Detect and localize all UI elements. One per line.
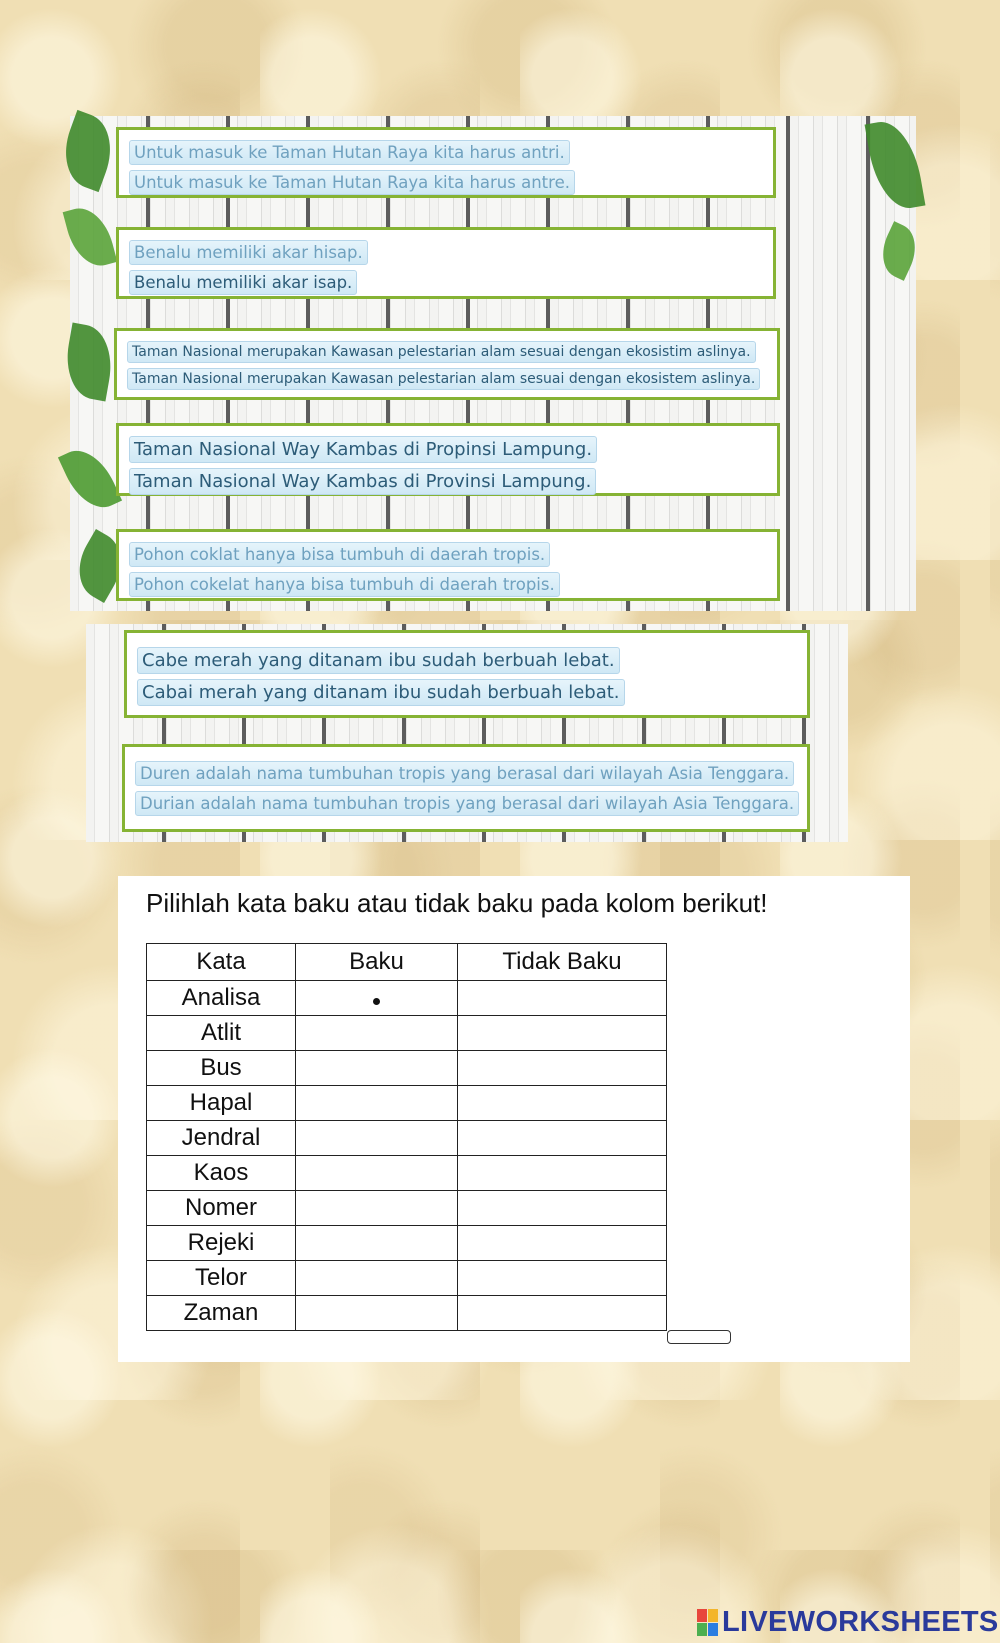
baku-choice-cell[interactable]	[296, 1016, 458, 1051]
question-box-4	[116, 423, 780, 496]
header-tidak-baku: Tidak Baku	[458, 944, 667, 981]
exercise-title: Pilihlah kata baku atau tidak baku pada kolom berikut!	[146, 888, 768, 918]
baku-choice-cell[interactable]	[296, 1156, 458, 1191]
tidak-baku-choice-cell[interactable]	[458, 981, 667, 1016]
tidak-baku-choice-cell[interactable]	[458, 1086, 667, 1121]
table-row	[147, 1261, 667, 1296]
word-cell: Rejeki	[147, 1226, 296, 1261]
check-answer-box[interactable]	[667, 1330, 731, 1344]
question-box-1	[116, 127, 776, 198]
leaf-decoration	[63, 202, 118, 272]
tidak-baku-choice-cell[interactable]	[458, 1191, 667, 1226]
answer-option[interactable]: Pohon cokelat hanya bisa tumbuh di daerah tropis.	[129, 572, 560, 597]
baku-choice-cell[interactable]	[296, 1191, 458, 1226]
baku-choice-cell[interactable]	[296, 1261, 458, 1296]
question-box-3	[114, 328, 780, 400]
word-cell: Jendral	[147, 1121, 296, 1156]
table-row	[147, 1156, 667, 1191]
word-cell: Hapal	[147, 1086, 296, 1121]
brand-name: LIVEWORKSHEETS	[722, 1605, 999, 1638]
leaf-decoration	[865, 117, 926, 214]
baku-choice-cell[interactable]	[296, 981, 458, 1016]
word-classification-exercise	[118, 876, 910, 1362]
baku-choice-cell[interactable]	[296, 1226, 458, 1261]
tidak-baku-choice-cell[interactable]	[458, 1156, 667, 1191]
tidak-baku-choice-cell[interactable]	[458, 1261, 667, 1296]
table-header-row	[147, 944, 667, 981]
liveworksheets-brand	[697, 1606, 999, 1638]
word-cell: Analisa	[147, 981, 296, 1016]
table-row	[147, 1296, 667, 1331]
word-cell: Atlit	[147, 1016, 296, 1051]
header-kata: Kata	[147, 944, 296, 981]
question-box-6	[124, 630, 810, 718]
table-row	[147, 1226, 667, 1261]
answer-option[interactable]: Duren adalah nama tumbuhan tropis yang berasal dari wilayah Asia Tenggara.	[135, 761, 794, 786]
word-cell: Nomer	[147, 1191, 296, 1226]
answer-option[interactable]: Taman Nasional Way Kambas di Provinsi Lampung.	[129, 468, 596, 495]
tidak-baku-choice-cell[interactable]	[458, 1121, 667, 1156]
baku-choice-cell[interactable]	[296, 1051, 458, 1086]
header-baku: Baku	[296, 944, 458, 981]
word-cell: Bus	[147, 1051, 296, 1086]
tidak-baku-choice-cell[interactable]	[458, 1226, 667, 1261]
selection-dot-icon	[373, 998, 380, 1005]
table-row	[147, 1016, 667, 1051]
answer-option[interactable]: Taman Nasional merupakan Kawasan pelestarian alam sesuai dengan ekosistim aslinya.	[127, 341, 756, 363]
table-row	[147, 1191, 667, 1226]
leaf-decoration	[60, 323, 118, 402]
baku-choice-cell[interactable]	[296, 1296, 458, 1331]
liveworksheets-logo-icon	[697, 1609, 718, 1636]
word-table	[146, 943, 667, 1331]
answer-option[interactable]: Taman Nasional Way Kambas di Propinsi Lampung.	[129, 436, 597, 463]
question-box-2	[116, 227, 776, 299]
word-cell: Kaos	[147, 1156, 296, 1191]
answer-option[interactable]: Taman Nasional merupakan Kawasan pelestarian alam sesuai dengan ekosistem aslinya.	[127, 368, 760, 390]
table-row	[147, 1051, 667, 1086]
word-cell: Zaman	[147, 1296, 296, 1331]
table-row	[147, 981, 667, 1016]
answer-option[interactable]: Cabai merah yang ditanam ibu sudah berbuah lebat.	[137, 679, 625, 706]
answer-option[interactable]: Cabe merah yang ditanam ibu sudah berbuah lebat.	[137, 647, 620, 674]
table-row	[147, 1086, 667, 1121]
answer-option[interactable]: Benalu memiliki akar hisap.	[129, 240, 368, 265]
word-cell: Telor	[147, 1261, 296, 1296]
baku-choice-cell[interactable]	[296, 1086, 458, 1121]
tidak-baku-choice-cell[interactable]	[458, 1051, 667, 1086]
answer-option[interactable]: Durian adalah nama tumbuhan tropis yang berasal dari wilayah Asia Tenggara.	[135, 791, 799, 816]
leaf-decoration	[58, 441, 122, 518]
leaf-decoration	[53, 110, 122, 192]
answer-option[interactable]: Untuk masuk ke Taman Hutan Raya kita harus antre.	[129, 170, 575, 195]
question-box-7	[122, 744, 810, 832]
baku-choice-cell[interactable]	[296, 1121, 458, 1156]
answer-option[interactable]: Benalu memiliki akar isap.	[129, 270, 357, 295]
tidak-baku-choice-cell[interactable]	[458, 1296, 667, 1331]
question-box-5	[116, 529, 780, 601]
answer-option[interactable]: Untuk masuk ke Taman Hutan Raya kita harus antri.	[129, 140, 570, 165]
answer-option[interactable]: Pohon coklat hanya bisa tumbuh di daerah tropis.	[129, 542, 550, 567]
table-row	[147, 1121, 667, 1156]
leaf-decoration	[873, 221, 925, 281]
tidak-baku-choice-cell[interactable]	[458, 1016, 667, 1051]
